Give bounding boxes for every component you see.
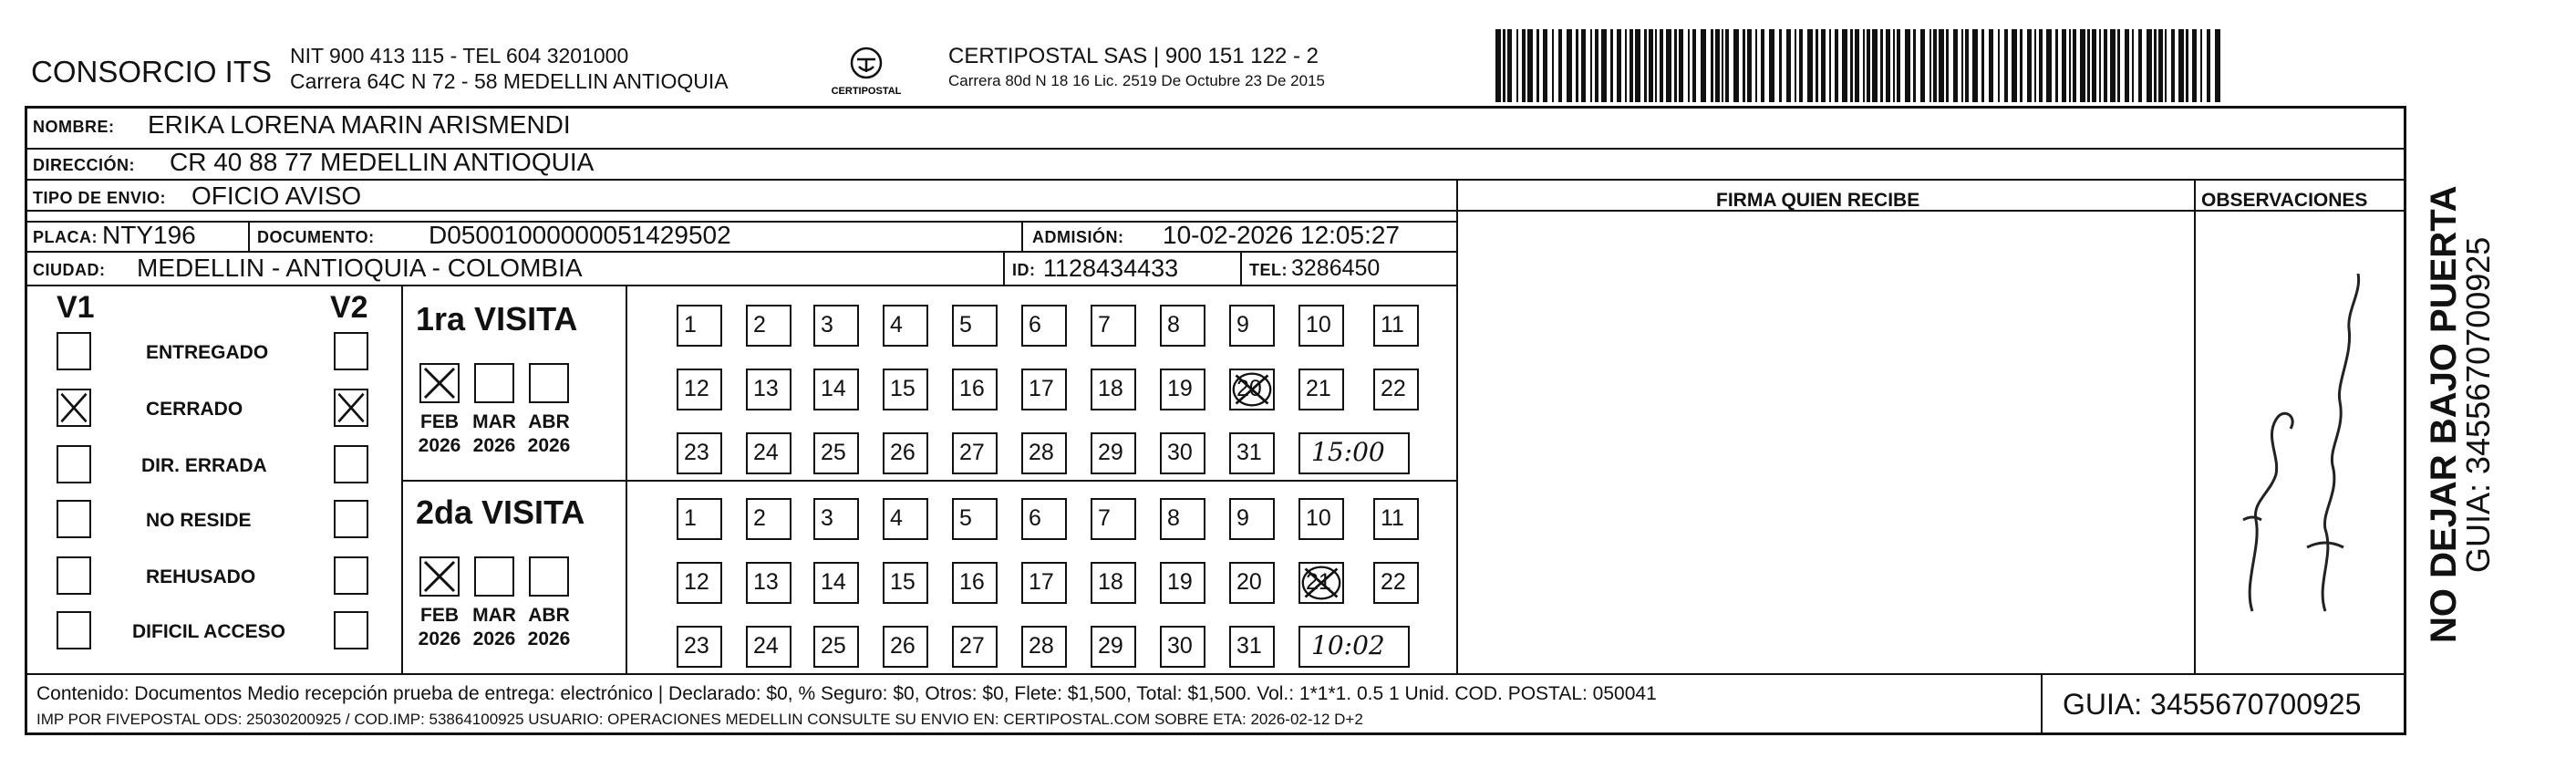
day-number: 15 bbox=[890, 569, 916, 595]
visit-title: 1ra VISITA bbox=[416, 300, 578, 338]
status-label: NO RESIDE bbox=[146, 510, 252, 531]
nombre-label: NOMBRE: bbox=[33, 118, 115, 136]
contents-line: Contenido: Documentos Medio recepción prueba de entrega: electrónico | Declarado: $0, % Seguro: $0, Otros: $0, Flete: $1,500, Total: $1,500. Vol.: 1*1*1. 0.5 1 Unid. COD. POSTAL: 050041 bbox=[36, 683, 1657, 704]
day-box[interactable] bbox=[1021, 626, 1067, 668]
day-number: 19 bbox=[1167, 376, 1193, 401]
certipostal-logo bbox=[812, 41, 921, 105]
month-name: FEB bbox=[420, 605, 459, 626]
day-number: 7 bbox=[1098, 505, 1111, 531]
day-number: 4 bbox=[890, 505, 903, 531]
day-number: 21 bbox=[1306, 376, 1331, 401]
day-box[interactable] bbox=[813, 626, 859, 668]
day-number: 12 bbox=[684, 569, 709, 595]
day-box[interactable] bbox=[952, 432, 998, 474]
month-name: MAR bbox=[472, 605, 516, 626]
day-number: 31 bbox=[1236, 440, 1262, 465]
day-box[interactable] bbox=[1160, 369, 1205, 410]
day-number: 1 bbox=[684, 312, 697, 338]
day-box[interactable] bbox=[1229, 369, 1275, 410]
company-nit: NIT 900 413 115 - TEL 604 3201000 bbox=[290, 44, 629, 68]
month-checkbox-mar[interactable] bbox=[474, 363, 514, 403]
tipo-envio-value: OFICIO AVISO bbox=[191, 182, 362, 210]
day-number: 10 bbox=[1306, 312, 1331, 338]
day-number: 22 bbox=[1381, 569, 1406, 595]
day-box[interactable] bbox=[1160, 498, 1205, 540]
day-box[interactable] bbox=[1229, 432, 1275, 474]
v1-checkbox[interactable] bbox=[57, 445, 91, 483]
day-number: 2 bbox=[753, 505, 766, 531]
direccion-value: CR 40 88 77 MEDELLIN ANTIOQUIA bbox=[170, 148, 595, 176]
visit-title: 2da VISITA bbox=[416, 493, 585, 531]
day-box[interactable] bbox=[677, 626, 722, 668]
v2-checkbox[interactable] bbox=[334, 332, 368, 370]
status-label: DIFICIL ACCESO bbox=[132, 621, 286, 642]
day-number: 18 bbox=[1098, 569, 1123, 595]
day-box[interactable] bbox=[1091, 562, 1136, 604]
day-number: 16 bbox=[959, 569, 985, 595]
month-year: 2026 bbox=[472, 435, 516, 456]
print-info-line: IMP POR FIVEPOSTAL ODS: 25030200925 / COD.IMP: 53864100925 USUARIO: OPERACIONES MEDELLIN CONSULTE SU ENVIO EN: CERTIPOSTAL.COM SOBRE ETA: 2026-02-12 D+2 bbox=[36, 711, 1363, 728]
day-box[interactable] bbox=[883, 498, 928, 540]
day-box[interactable] bbox=[1091, 498, 1136, 540]
day-box[interactable] bbox=[1229, 305, 1275, 347]
day-box[interactable] bbox=[746, 369, 791, 410]
day-number: 9 bbox=[1236, 505, 1249, 531]
day-box[interactable] bbox=[677, 562, 722, 604]
tel-value: 3286450 bbox=[1291, 255, 1381, 281]
day-number: 8 bbox=[1167, 505, 1180, 531]
day-number: 28 bbox=[1029, 633, 1054, 659]
handwritten-time: 15:00 bbox=[1298, 432, 1410, 474]
day-number: 11 bbox=[1381, 505, 1404, 531]
v2-checkbox[interactable] bbox=[334, 500, 368, 538]
day-box[interactable] bbox=[677, 305, 722, 347]
day-box[interactable] bbox=[1160, 562, 1205, 604]
day-number: 23 bbox=[684, 440, 709, 465]
day-number: 16 bbox=[959, 376, 985, 401]
day-box[interactable] bbox=[1021, 498, 1067, 540]
day-box[interactable] bbox=[883, 432, 928, 474]
day-box[interactable] bbox=[1091, 305, 1136, 347]
company-address: Carrera 64C N 72 - 58 MEDELLIN ANTIOQUIA bbox=[290, 69, 729, 93]
day-number: 14 bbox=[821, 569, 846, 595]
month-checkbox-feb[interactable] bbox=[419, 556, 460, 597]
company-name: CONSORCIO ITS bbox=[31, 55, 273, 88]
day-box[interactable] bbox=[1160, 432, 1205, 474]
admision-value: 10-02-2026 12:05:27 bbox=[1163, 221, 1400, 249]
day-number: 24 bbox=[753, 440, 779, 465]
day-number: 27 bbox=[959, 440, 985, 465]
svg-text:CERTIPOSTAL: CERTIPOSTAL bbox=[831, 86, 902, 97]
day-number: 6 bbox=[1029, 505, 1041, 531]
day-box[interactable] bbox=[1373, 369, 1419, 410]
status-label: CERRADO bbox=[146, 399, 243, 420]
day-number: 18 bbox=[1098, 376, 1123, 401]
day-box[interactable] bbox=[952, 369, 998, 410]
day-box[interactable] bbox=[746, 305, 791, 347]
tel-label: TEL: bbox=[1249, 261, 1288, 279]
v2-checkbox[interactable] bbox=[334, 445, 368, 483]
day-number: 2 bbox=[753, 312, 766, 338]
day-number: 10 bbox=[1306, 505, 1331, 531]
day-box[interactable] bbox=[746, 562, 791, 604]
day-box[interactable] bbox=[746, 626, 791, 668]
month-checkbox-abr[interactable] bbox=[529, 363, 569, 403]
day-box[interactable] bbox=[813, 498, 859, 540]
day-box[interactable] bbox=[952, 626, 998, 668]
placa-label: PLACA: bbox=[33, 228, 98, 246]
day-number: 1 bbox=[684, 505, 697, 531]
day-number: 14 bbox=[821, 376, 846, 401]
day-number: 3 bbox=[821, 505, 833, 531]
v1-checkbox[interactable] bbox=[57, 500, 91, 538]
v2-checkbox[interactable] bbox=[334, 389, 368, 427]
day-number: 4 bbox=[890, 312, 903, 338]
v1-checkbox[interactable] bbox=[57, 611, 91, 649]
day-box[interactable] bbox=[1160, 626, 1205, 668]
day-box[interactable] bbox=[1091, 369, 1136, 410]
month-name: ABR bbox=[528, 411, 570, 432]
day-box[interactable] bbox=[813, 305, 859, 347]
day-number: 19 bbox=[1167, 569, 1193, 595]
day-box[interactable] bbox=[1021, 432, 1067, 474]
day-number: 26 bbox=[890, 633, 916, 659]
v1-checkbox[interactable] bbox=[57, 556, 91, 595]
no-dejar-notice: NO DEJAR BAJO PUERTA bbox=[2424, 185, 2464, 643]
day-number: 31 bbox=[1236, 633, 1262, 659]
placa-value: NTY196 bbox=[102, 221, 196, 249]
day-box[interactable] bbox=[1229, 626, 1275, 668]
ciudad-value: MEDELLIN - ANTIOQUIA - COLOMBIA bbox=[137, 254, 583, 282]
day-box[interactable] bbox=[677, 498, 722, 540]
day-box[interactable] bbox=[813, 369, 859, 410]
day-box[interactable] bbox=[1021, 305, 1067, 347]
day-number: 12 bbox=[684, 376, 709, 401]
day-box[interactable] bbox=[1373, 562, 1419, 604]
day-number: 27 bbox=[959, 633, 985, 659]
status-label: DIR. ERRADA bbox=[141, 455, 267, 476]
day-box[interactable] bbox=[1298, 498, 1344, 540]
day-number: 11 bbox=[1381, 312, 1404, 338]
month-checkbox-feb[interactable] bbox=[419, 363, 460, 403]
day-number: 23 bbox=[684, 633, 709, 659]
firma-header: FIRMA QUIEN RECIBE bbox=[1716, 190, 1920, 211]
day-box[interactable] bbox=[883, 626, 928, 668]
nombre-value: ERIKA LORENA MARIN ARISMENDI bbox=[148, 110, 571, 139]
day-number: 5 bbox=[959, 312, 972, 338]
barcode bbox=[1495, 29, 2225, 102]
v1-label: V1 bbox=[57, 290, 95, 325]
day-box[interactable] bbox=[1021, 369, 1067, 410]
month-name: FEB bbox=[420, 411, 459, 432]
month-year: 2026 bbox=[527, 628, 571, 649]
day-box[interactable] bbox=[952, 305, 998, 347]
v2-checkbox[interactable] bbox=[334, 611, 368, 649]
id-label: ID: bbox=[1012, 261, 1036, 279]
day-box[interactable] bbox=[883, 305, 928, 347]
v1-checkbox[interactable] bbox=[57, 389, 91, 427]
day-box[interactable] bbox=[1373, 305, 1419, 347]
day-number: 5 bbox=[959, 505, 972, 531]
day-box[interactable] bbox=[1229, 498, 1275, 540]
day-number: 30 bbox=[1167, 633, 1193, 659]
guia-number: GUIA: 3455670700925 bbox=[2063, 688, 2362, 721]
v1-checkbox[interactable] bbox=[57, 332, 91, 370]
day-number: 3 bbox=[821, 312, 833, 338]
day-number: 20 bbox=[1236, 376, 1262, 401]
day-box[interactable] bbox=[1229, 562, 1275, 604]
handwritten-time: 10:02 bbox=[1298, 626, 1410, 668]
courier-license: Carrera 80d N 18 16 Lic. 2519 De Octubre 23 De 2015 bbox=[948, 72, 1325, 89]
day-box[interactable] bbox=[813, 562, 859, 604]
day-box[interactable] bbox=[746, 498, 791, 540]
day-number: 22 bbox=[1381, 376, 1406, 401]
day-number: 25 bbox=[821, 440, 846, 465]
day-number: 30 bbox=[1167, 440, 1193, 465]
day-box[interactable] bbox=[883, 562, 928, 604]
status-label: REHUSADO bbox=[146, 566, 256, 587]
day-number: 25 bbox=[821, 633, 846, 659]
day-box[interactable] bbox=[813, 432, 859, 474]
handwritten-observation bbox=[2188, 246, 2407, 648]
day-box[interactable] bbox=[883, 369, 928, 410]
day-number: 26 bbox=[890, 440, 916, 465]
day-box[interactable] bbox=[677, 432, 722, 474]
side-guia: GUIA: 3455670700925 bbox=[2459, 236, 2497, 573]
month-year: 2026 bbox=[418, 435, 461, 456]
day-box[interactable] bbox=[1298, 562, 1344, 604]
day-box[interactable] bbox=[1021, 562, 1067, 604]
delivery-form bbox=[25, 106, 2406, 735]
month-checkbox-mar[interactable] bbox=[474, 556, 514, 597]
day-number: 17 bbox=[1029, 376, 1054, 401]
day-box[interactable] bbox=[1091, 432, 1136, 474]
day-box[interactable] bbox=[746, 432, 791, 474]
day-number: 21 bbox=[1306, 569, 1331, 595]
id-value: 1128434433 bbox=[1043, 254, 1179, 282]
month-name: ABR bbox=[528, 605, 570, 626]
day-box[interactable] bbox=[1091, 626, 1136, 668]
month-year: 2026 bbox=[472, 628, 516, 649]
documento-label: DOCUMENTO: bbox=[257, 228, 375, 246]
day-box[interactable] bbox=[677, 369, 722, 410]
day-box[interactable] bbox=[1160, 305, 1205, 347]
day-box[interactable] bbox=[952, 562, 998, 604]
v2-label: V2 bbox=[330, 290, 368, 325]
day-box[interactable] bbox=[1298, 369, 1344, 410]
day-number: 7 bbox=[1098, 312, 1111, 338]
month-year: 2026 bbox=[527, 435, 571, 456]
day-number: 13 bbox=[753, 376, 779, 401]
courier-name: CERTIPOSTAL SAS | 900 151 122 - 2 bbox=[948, 44, 1319, 68]
day-number: 28 bbox=[1029, 440, 1054, 465]
day-box[interactable] bbox=[952, 498, 998, 540]
observaciones-header: OBSERVACIONES bbox=[2201, 190, 2368, 211]
day-number: 15 bbox=[890, 376, 916, 401]
month-checkbox-abr[interactable] bbox=[529, 556, 569, 597]
v2-checkbox[interactable] bbox=[334, 556, 368, 595]
day-number: 13 bbox=[753, 569, 779, 595]
day-number: 6 bbox=[1029, 312, 1041, 338]
day-number: 9 bbox=[1236, 312, 1249, 338]
day-number: 8 bbox=[1167, 312, 1180, 338]
day-number: 29 bbox=[1098, 633, 1123, 659]
day-box[interactable] bbox=[1373, 498, 1419, 540]
admision-label: ADMISIÓN: bbox=[1032, 228, 1124, 246]
month-name: MAR bbox=[472, 411, 516, 432]
day-number: 24 bbox=[753, 633, 779, 659]
status-label: ENTREGADO bbox=[146, 342, 269, 363]
day-box[interactable] bbox=[1298, 305, 1344, 347]
ciudad-label: CIUDAD: bbox=[33, 261, 106, 279]
day-number: 17 bbox=[1029, 569, 1054, 595]
tipo-envio-label: TIPO DE ENVIO: bbox=[33, 189, 167, 207]
day-number: 20 bbox=[1236, 569, 1262, 595]
day-number: 29 bbox=[1098, 440, 1123, 465]
documento-value: D05001000000051429502 bbox=[429, 221, 731, 249]
direccion-label: DIRECCIÓN: bbox=[33, 156, 135, 174]
month-year: 2026 bbox=[418, 628, 461, 649]
